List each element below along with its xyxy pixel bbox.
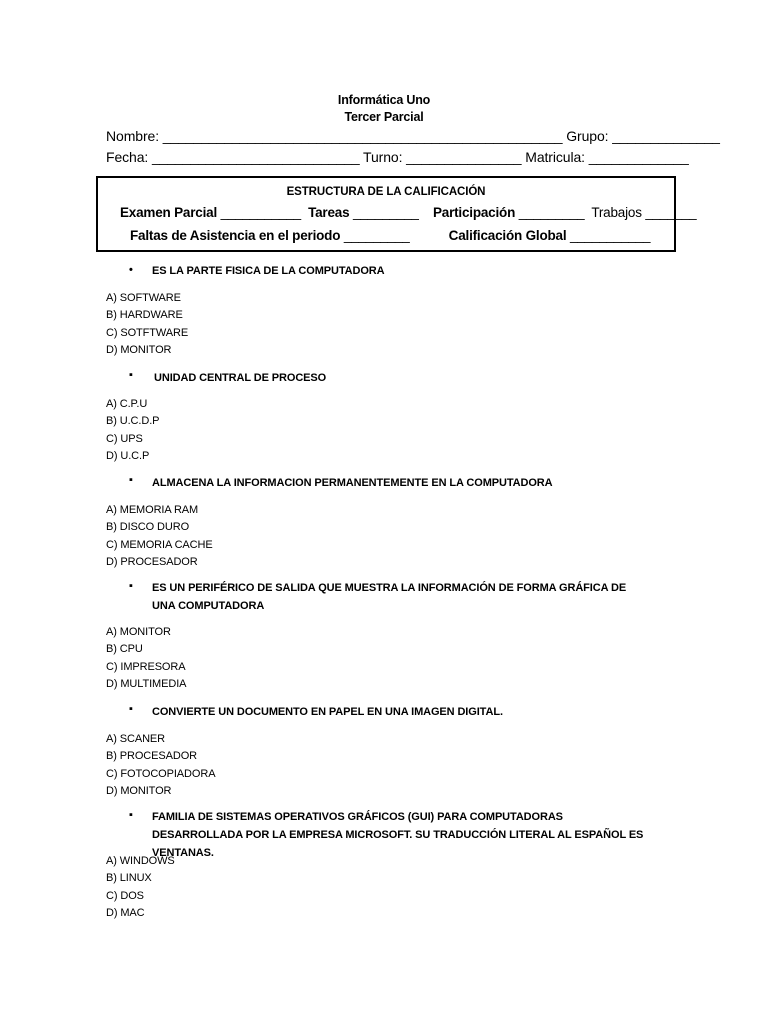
option-c: C) DOS	[106, 889, 144, 902]
trabajos-label: Trabajos	[591, 205, 642, 220]
option-a: A) MEMORIA RAM	[106, 504, 199, 516]
grade-row-2	[130, 228, 650, 243]
faltas-blank: _________	[340, 228, 410, 243]
option-a: A) SOFTWARE	[106, 292, 181, 304]
faltas-label: Faltas de Asistencia en el periodo	[130, 228, 341, 243]
option-c: C) MEMORIA CACHE	[106, 538, 213, 551]
option-c: C) IMPRESORA	[106, 660, 186, 673]
option-b: B) DISCO DURO	[106, 521, 190, 534]
trabajos-blank: _______	[641, 205, 697, 220]
option-b: B) HARDWARE	[106, 309, 183, 322]
option-d: D) PROCESADOR	[106, 555, 198, 568]
question-2-options	[106, 396, 159, 465]
square-bullet-icon: ▪	[129, 369, 133, 381]
option-d: D) MONITOR	[106, 343, 172, 356]
square-bullet-icon: ▪	[129, 703, 133, 715]
option-a: A) WINDOWS	[106, 855, 175, 867]
bullet-icon: •	[129, 264, 133, 276]
option-c: C) UPS	[106, 432, 143, 445]
option-d: D) MAC	[106, 906, 145, 919]
tareas-blank: _________	[349, 205, 419, 220]
question-3-options	[106, 502, 213, 571]
calificacion-global-label: Calificación Global	[448, 228, 567, 243]
option-a: A) MONITOR	[106, 626, 171, 638]
option-a: A) SCANER	[106, 733, 165, 745]
document-subtitle: Tercer Parcial	[344, 110, 424, 124]
participacion-blank: _________	[515, 205, 585, 220]
option-c: C) SOTFTWARE	[106, 326, 189, 339]
option-b: B) CPU	[106, 643, 143, 656]
option-b: B) LINUX	[106, 872, 152, 885]
document-title: Informática Uno	[337, 93, 431, 107]
question-6: FAMILIA DE SISTEMAS OPERATIVOS GRÁFICOS (GUI) PARA COMPUTADORAS DESARROLLADA POR LA EMPRESA MICROSOFT. SU TRADUCCIÓN LITERAL AL ESPAÑOL ES VENTANAS.	[152, 811, 644, 859]
date-shift-matricula-line: Fecha: ___________________________ Turno: _______________ Matricula: _____________	[106, 149, 689, 165]
option-d: D) U.C.P	[106, 449, 150, 462]
option-b: B) PROCESADOR	[106, 750, 197, 763]
question-1: ES LA PARTE FISICA DE LA COMPUTADORA	[152, 265, 385, 277]
square-bullet-icon: ▪	[129, 809, 133, 821]
option-a: A) C.P.U	[106, 398, 148, 410]
grade-structure-box	[96, 176, 697, 252]
question-5-options	[106, 731, 215, 800]
question-6-options	[106, 853, 175, 922]
question-2: UNIDAD CENTRAL DE PROCESO	[154, 372, 327, 384]
square-bullet-icon: ▪	[129, 474, 133, 486]
option-d: D) MULTIMEDIA	[106, 677, 187, 690]
tareas-label: Tareas	[308, 205, 350, 220]
option-c: C) FOTOCOPIADORA	[106, 767, 216, 780]
question-1-options	[106, 290, 188, 359]
question-4: ES UN PERIFÉRICO DE SALIDA QUE MUESTRA LA INFORMACIÓN DE FORMA GRÁFICA DE UNA COMPUTADORA	[152, 582, 627, 612]
examen-parcial-blank: ___________	[217, 205, 301, 220]
participacion-label: Participación	[432, 205, 516, 220]
option-d: D) MONITOR	[106, 784, 172, 797]
question-3: ALMACENA LA INFORMACION PERMANENTEMENTE EN LA COMPUTADORA	[152, 477, 553, 489]
name-group-line: Nombre: ____________________________________________________ Grupo: ______________	[106, 128, 720, 144]
calificacion-global-blank: ___________	[566, 228, 651, 243]
option-b: B) U.C.D.P	[106, 415, 160, 428]
grade-structure-heading: ESTRUCTURA DE LA CALIFICACIÓN	[286, 186, 486, 198]
question-5: CONVIERTE UN DOCUMENTO EN PAPEL EN UNA IMAGEN DIGITAL.	[152, 706, 503, 718]
question-4-options	[106, 624, 186, 693]
square-bullet-icon: ▪	[129, 580, 133, 592]
grade-row-1	[120, 205, 696, 220]
examen-parcial-label: Examen Parcial	[120, 205, 218, 220]
